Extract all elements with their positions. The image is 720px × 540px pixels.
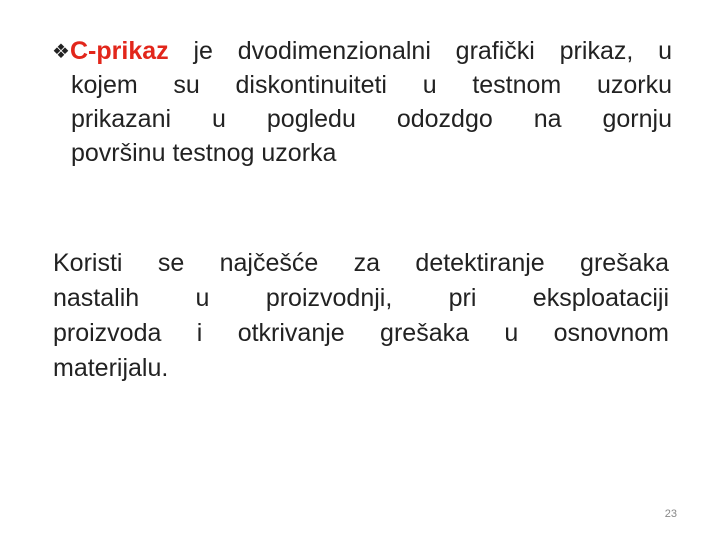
diamond-bullet-icon: ❖ (52, 39, 70, 63)
term-c-prikaz: C-prikaz (70, 37, 169, 65)
paragraph-line: proizvoda i otkrivanje grešaka u osnovnom (53, 319, 669, 347)
bullet-line: kojem su diskontinuiteti u testnom uzorku (71, 71, 672, 99)
page-number: 23 (664, 508, 677, 520)
body-paragraph (53, 246, 669, 386)
bullet-block (52, 34, 672, 170)
bullet-line: prikazani u pogledu odozdgo na gornju (71, 105, 672, 133)
paragraph-line: Koristi se najčešće za detektiranje grešaka (53, 249, 669, 277)
bullet-text: je dvodimenzionalni grafički prikaz, u (168, 37, 672, 65)
bullet-line: površinu testnog uzorka (71, 139, 337, 167)
paragraph-line: materijalu. (53, 354, 169, 382)
bullet-line (52, 34, 672, 68)
paragraph-line: nastalih u proizvodnji, pri eksploataciji (53, 284, 669, 312)
